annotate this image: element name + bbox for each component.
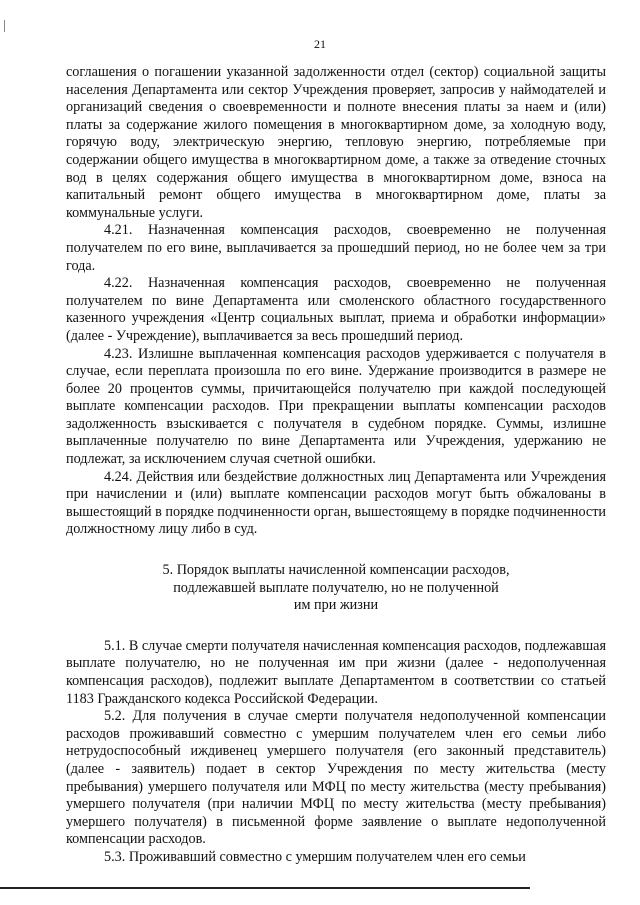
- spacer: [66, 615, 606, 638]
- section-heading-line-3: им при жизни: [293, 597, 379, 614]
- scan-artifact-mark: [4, 20, 5, 32]
- section-heading: [66, 562, 606, 615]
- paragraph-4-21: 4.21. Назначенная компенсация расходов, своевременно не полученная получателем по его вине, выплачивается за прошедший период, но не более чем за три года.: [66, 222, 606, 274]
- paragraph-4-22: 4.22. Назначенная компенсация расходов, своевременно не полученная получателем по вине Департамента или смоленского областного государственного казенного учреждения «Центр социальных выплат, приема и обработки информации» (далее - Учреждение), выплачивается за весь прошедший период.: [66, 275, 606, 344]
- section-heading-line-1: 5. Порядок выплаты начисленной компенсации расходов,: [162, 562, 510, 579]
- section-heading-line-2: подлежавшей выплате получателю, но не полученной: [173, 579, 499, 596]
- page-number: 21: [314, 37, 326, 51]
- spacer: [66, 539, 606, 562]
- paragraph-5-3: 5.3. Проживавший совместно с умершим получателем член его семьи: [104, 848, 526, 865]
- paragraph-5-1: 5.1. В случае смерти получателя начисленная компенсация расходов, подлежавшая выплате получателю, но не полученная им при жизни (далее - недополученная компенсация расходов), подлежит выплате Департаментом в соответствии со статьей 1183 Гражданского кодекса Российской Федерации.: [66, 637, 606, 707]
- paragraph-4-23: 4.23. Излишне выплаченная компенсация расходов удерживается с получателя в случае, если переплата произошла по его вине. Удержание производится в размере не более 20 процентов суммы, причитающейся получателю при каждой последующей выплате компенсации расходов. При прекращении выплаты компенсации расходов задолженность взыскивается с получателя в судебном порядке. Суммы, излишне выплаченные получателю по вине Департамента или Учреждения, удержанию не подлежат, за исключением случая счетной ошибки.: [66, 345, 606, 468]
- footer-rule: [0, 887, 530, 889]
- document-body: [66, 64, 606, 867]
- paragraph-5-2: 5.2. Для получения в случае смерти получателя недополученной компенсации расходов проживавший совместно с умершим получателем член его семьи либо нетрудоспособный иждивенец умершего получателя (его законный представитель) (далее - заявитель) подает в сектор Учреждения по месту жительства (месту пребывания) умершего получателя или МФЦ по месту жительства (месту пребывания) умершего получателя (при наличии МФЦ по месту жительства (месту пребывания) умершего получателя) в письменной форме заявление о выплате недополученной компенсации расходов.: [66, 708, 606, 848]
- paragraph-4-24: 4.24. Действия или бездействие должностных лиц Департамента или Учреждения при начислении и (или) выплате компенсации расходов могут быть обжалованы в вышестоящий в порядке подчиненности орган, вышестоящему в порядке подчиненности должностному лицу либо в суд.: [66, 468, 606, 538]
- paragraph-continuation: соглашения о погашении указанной задолженности отдел (сектор) социальной защиты населения Департамента или сектор Учреждения проверяет, запросив у наймодателей и организаций сведения о своевременности и полноте внесения платы за наем и (или) платы за содержание жилого помещения в многоквартирном доме, за холодную воду, горячую воду, электрическую энергию, тепловую энергию, потребляемые при содержании общего имущества в многоквартирном доме, а также за отведение сточных вод в целях содержания общего имущества в многоквартирном доме, взноса на капитальный ремонт общего имущества в многоквартирном доме, платы за коммунальные услуги.: [66, 64, 606, 221]
